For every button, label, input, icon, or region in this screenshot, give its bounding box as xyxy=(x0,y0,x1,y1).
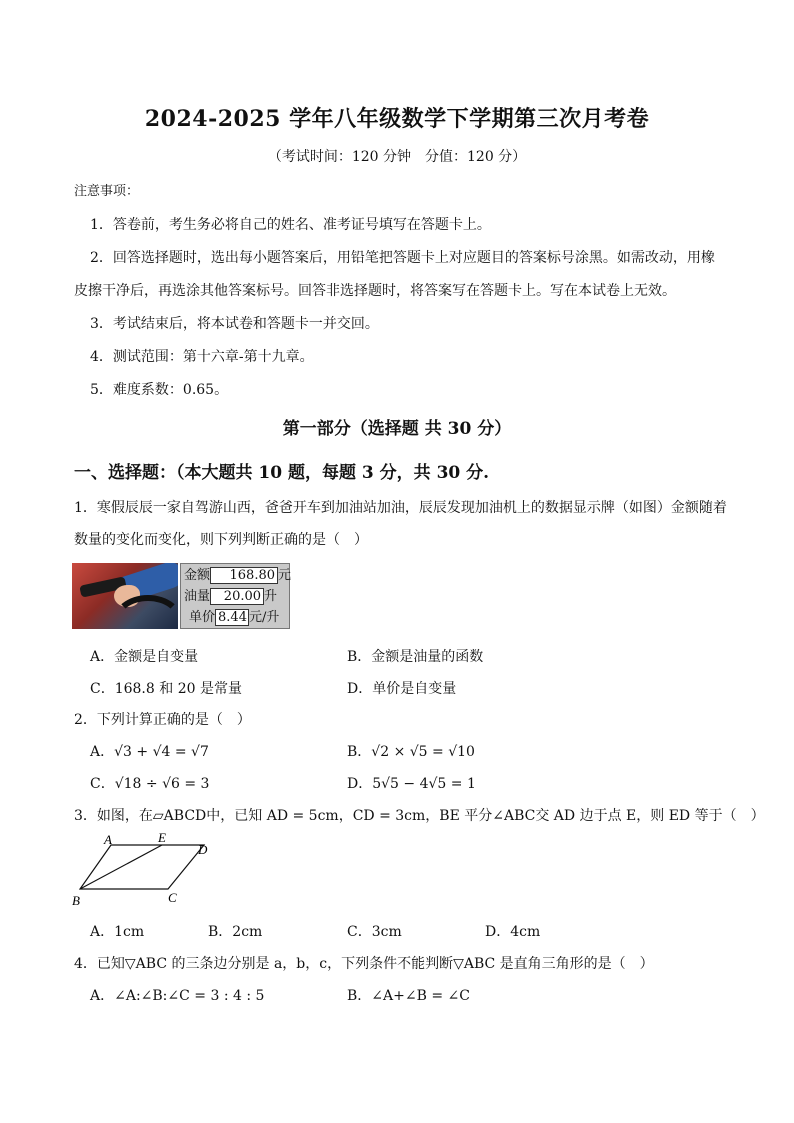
pump-display-panel xyxy=(180,563,290,629)
point-label-a: A xyxy=(104,832,112,847)
display-price-value: 8.44 xyxy=(215,609,249,626)
question-4-option-a: A．∠A:∠B:∠C = 3 : 4 : 5 xyxy=(90,988,265,1004)
question-2-option-a: A．√3 + √4 = √7 xyxy=(90,744,209,760)
question-1-stem-line-1: 1．寒假辰辰一家自驾游山西，爸爸开车到加油站加油，辰辰发现加油机上的数据显示牌（如图）金额随着 xyxy=(74,500,727,516)
question-1-stem-line-2: 数量的变化而变化，则下列判断正确的是（ ） xyxy=(74,532,368,548)
display-volume-unit: 升 xyxy=(264,589,278,604)
segment-be xyxy=(80,845,162,889)
question-2-option-b: B．√2 × √5 = √10 xyxy=(347,744,475,760)
note-item-2-line-2: 皮擦干净后，再选涂其他答案标号。回答非选择题时，将答案写在答题卡上。写在本试卷上无效。 xyxy=(74,283,676,299)
display-amount-label: 金额 xyxy=(184,568,211,583)
display-amount-unit: 元 xyxy=(278,568,292,583)
display-amount-value: 168.80 xyxy=(210,567,278,584)
display-price-unit: 元/升 xyxy=(249,610,280,625)
exam-subtitle: （考试时间：120 分钟 分值：120 分） xyxy=(267,149,527,165)
question-2-option-d: D．5√5 − 4√5 = 1 xyxy=(347,776,476,792)
note-item-1: 1．答卷前，考生务必将自己的姓名、准考证号填写在答题卡上。 xyxy=(90,217,491,233)
section-title: 一、选择题：（本大题共 10 题，每题 3 分，共 30 分. xyxy=(74,463,490,483)
display-price-label: 单价 xyxy=(189,610,216,625)
point-label-b: B xyxy=(72,893,80,908)
display-volume-value: 20.00 xyxy=(210,588,264,605)
display-row-price xyxy=(189,609,279,627)
fuel-pump-photo xyxy=(72,563,178,629)
question-1-option-d: D．单价是自变量 xyxy=(347,681,457,697)
question-1-option-c: C．168.8 和 20 是常量 xyxy=(90,681,242,697)
notes-heading: 注意事项： xyxy=(74,184,140,199)
question-4-stem: 4．已知▽ABC 的三条边分别是 a，b，c，下列条件不能判断▽ABC 是直角三角形的是（ ） xyxy=(74,956,654,972)
question-2-stem: 2．下列计算正确的是（ ） xyxy=(74,712,251,728)
question-3-option-d: D．4cm xyxy=(485,924,541,940)
question-3-option-a: A．1cm xyxy=(90,924,145,940)
display-volume-label: 油量 xyxy=(184,589,211,604)
question-4-option-b: B．∠A+∠B = ∠C xyxy=(347,988,470,1004)
display-row-volume xyxy=(184,588,277,606)
question-3-option-c: C．3cm xyxy=(347,924,402,940)
parallelogram-figure xyxy=(70,832,220,912)
point-label-d: D xyxy=(198,842,208,857)
note-item-5: 5．难度系数：0.65。 xyxy=(90,382,229,398)
question-2-option-c: C．√18 ÷ √6 = 3 xyxy=(90,776,210,792)
note-item-2-line-1: 2．回答选择题时，选出每小题答案后，用铅笔把答题卡上对应题目的答案标号涂黑。如需改动，用橡 xyxy=(90,250,715,266)
parallelogram-abcd xyxy=(80,845,204,889)
point-label-c: C xyxy=(168,890,177,905)
exam-title: 2024-2025 学年八年级数学下学期第三次月考卷 xyxy=(144,106,650,132)
note-item-4: 4．测试范围：第十六章-第十九章。 xyxy=(90,349,314,365)
question-1-option-b: B．金额是油量的函数 xyxy=(347,649,484,665)
question-1-option-a: A．金额是自变量 xyxy=(90,649,199,665)
point-label-e: E xyxy=(158,832,166,845)
question-3-option-b: B．2cm xyxy=(208,924,263,940)
question-3-stem: 3．如图，在▱ABCD中，已知 AD = 5cm，CD = 3cm，BE 平分∠ABC交 AD 边于点 E，则 ED 等于（ ） xyxy=(74,808,765,824)
part-one-title: 第一部分（选择题 共 30 分） xyxy=(282,419,512,439)
note-item-3: 3．考试结束后，将本试卷和答题卡一并交回。 xyxy=(90,316,379,332)
display-row-amount xyxy=(184,567,291,585)
